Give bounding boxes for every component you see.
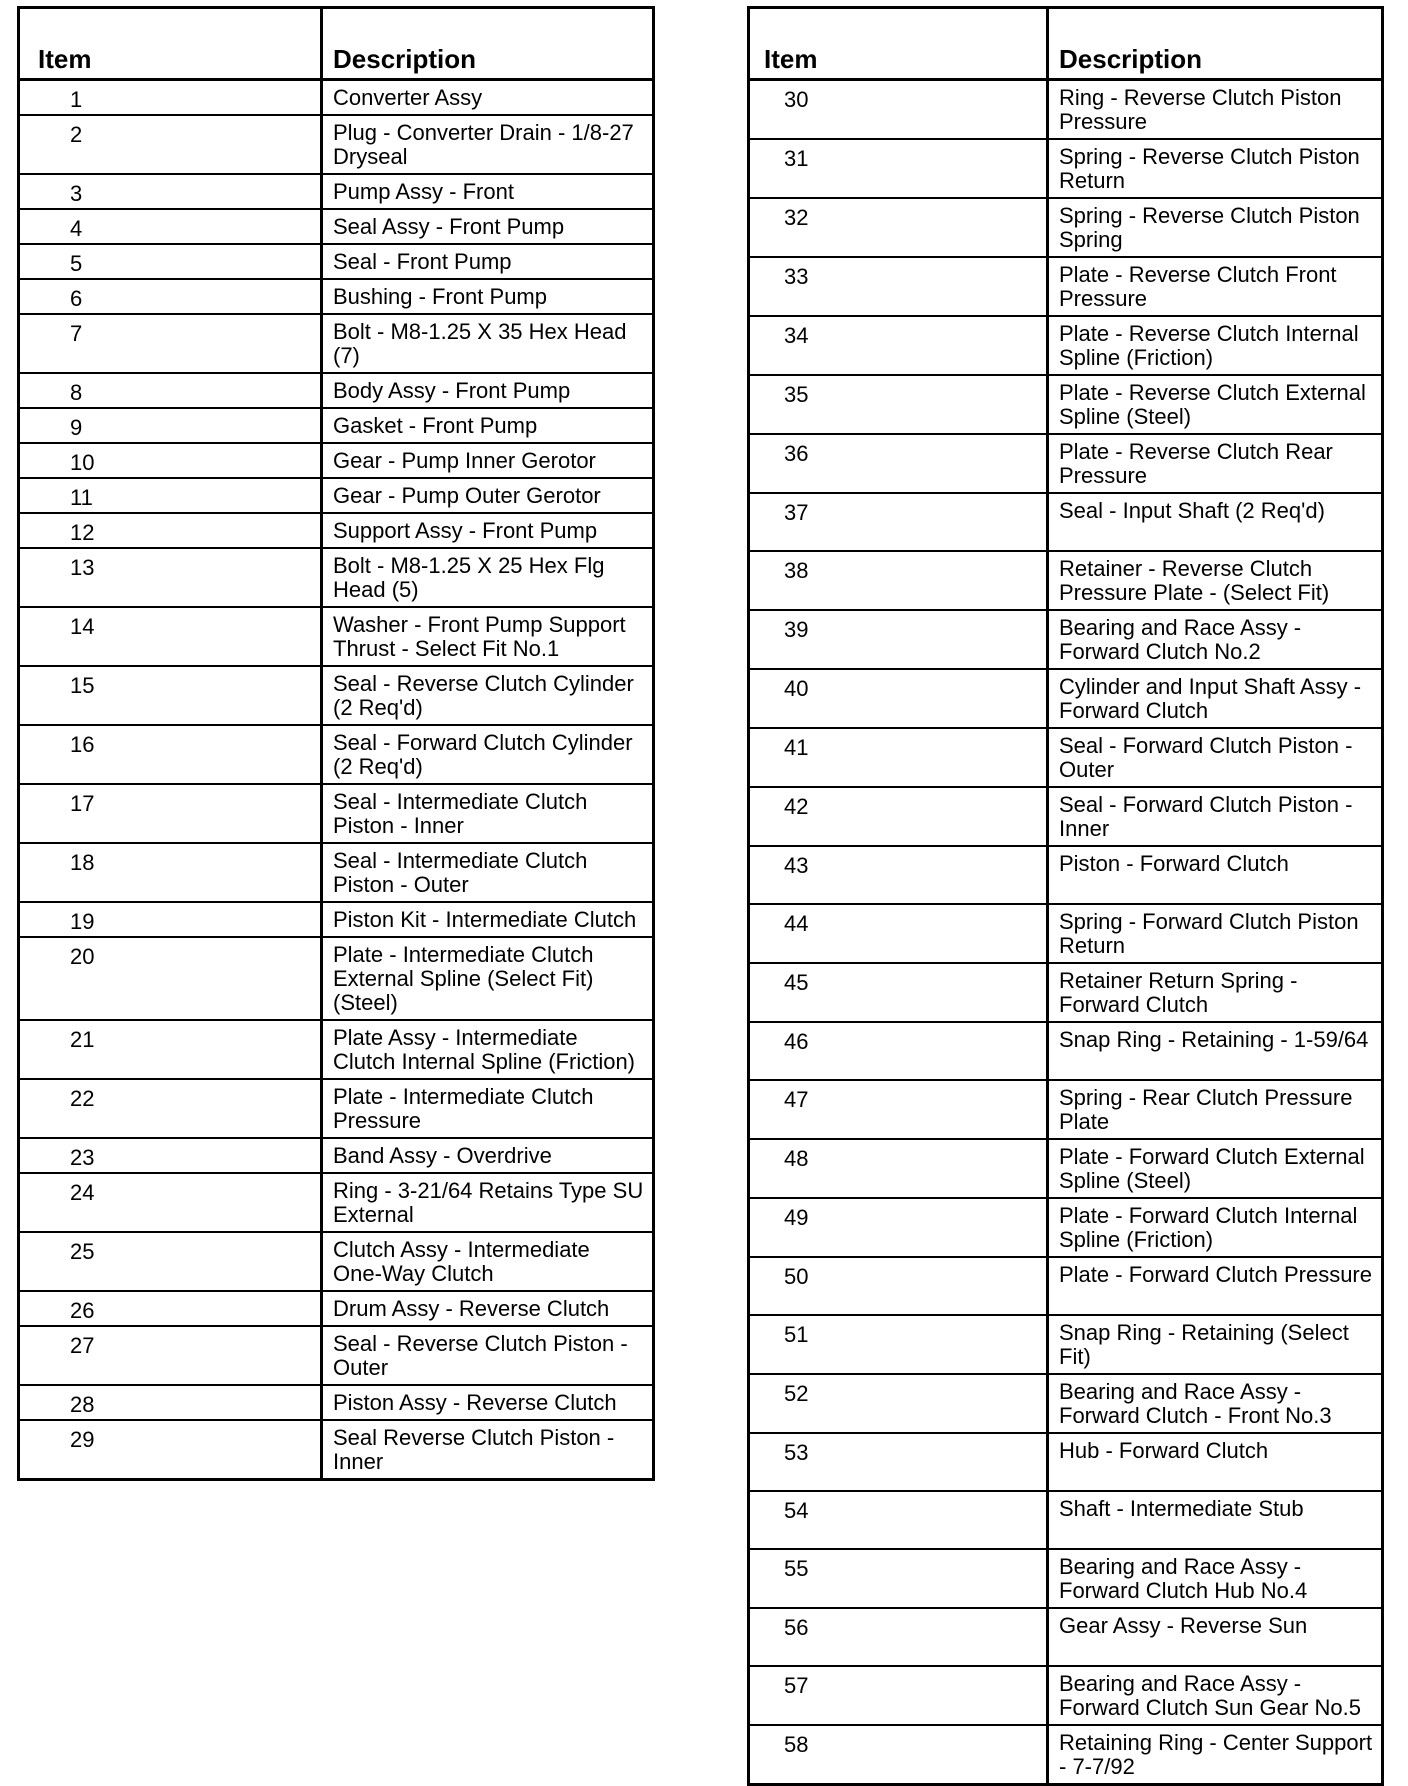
item-number: 22 [20, 1079, 322, 1138]
item-number: 54 [750, 1491, 1048, 1549]
item-description: Seal - Front Pump [322, 244, 653, 279]
item-number: 21 [20, 1020, 322, 1079]
parts-table [20, 9, 652, 1478]
table-row [20, 279, 652, 314]
item-number: 18 [20, 843, 322, 902]
table-row [20, 209, 652, 244]
item-number: 16 [20, 725, 322, 784]
item-description: Body Assy - Front Pump [322, 373, 653, 408]
table-row [20, 1232, 652, 1291]
table-row [750, 493, 1381, 551]
table-row [20, 513, 652, 548]
item-description: Piston Kit - Intermediate Clutch [322, 902, 653, 937]
item-number: 20 [20, 937, 322, 1020]
table-row [20, 1079, 652, 1138]
item-number: 14 [20, 607, 322, 666]
item-number: 43 [750, 846, 1048, 904]
table-row [20, 937, 652, 1020]
item-number: 37 [750, 493, 1048, 551]
table-row [750, 1374, 1381, 1433]
item-number: 26 [20, 1291, 322, 1326]
item-number: 15 [20, 666, 322, 725]
item-description: Ring - Reverse Clutch Piston Pressure [1048, 80, 1382, 140]
table-row [750, 669, 1381, 728]
header-row [20, 9, 652, 80]
table-row [20, 244, 652, 279]
item-description: Bearing and Race Assy - Forward Clutch Sun Gear No.5 [1048, 1666, 1382, 1725]
table-row [750, 1080, 1381, 1139]
item-number: 47 [750, 1080, 1048, 1139]
item-number: 44 [750, 904, 1048, 963]
table-row [750, 1433, 1381, 1491]
item-description: Clutch Assy - Intermediate One-Way Clutch [322, 1232, 653, 1291]
item-description: Spring - Forward Clutch Piston Return [1048, 904, 1382, 963]
description-header: Description [1048, 9, 1382, 80]
table-row [750, 1139, 1381, 1198]
item-description: Pump Assy - Front [322, 174, 653, 209]
item-description: Band Assy - Overdrive [322, 1138, 653, 1173]
item-number: 48 [750, 1139, 1048, 1198]
item-description: Bolt - M8-1.25 X 35 Hex Head (7) [322, 314, 653, 373]
item-description: Retainer - Reverse Clutch Pressure Plate - (Select Fit) [1048, 551, 1382, 610]
item-description: Bearing and Race Assy - Forward Clutch - Front No.3 [1048, 1374, 1382, 1433]
item-description: Shaft - Intermediate Stub [1048, 1491, 1382, 1549]
table-row [750, 1725, 1381, 1783]
table-row [750, 434, 1381, 493]
table-row [750, 904, 1381, 963]
item-number: 35 [750, 375, 1048, 434]
item-description: Seal Assy - Front Pump [322, 209, 653, 244]
table-row [20, 1420, 652, 1478]
item-description: Bearing and Race Assy - Forward Clutch Hub No.4 [1048, 1549, 1382, 1608]
item-description: Snap Ring - Retaining (Select Fit) [1048, 1315, 1382, 1374]
item-number: 49 [750, 1198, 1048, 1257]
item-description: Plate - Forward Clutch Pressure [1048, 1257, 1382, 1315]
item-description: Seal - Intermediate Clutch Piston - Outer [322, 843, 653, 902]
item-number: 23 [20, 1138, 322, 1173]
table-row [20, 1138, 652, 1173]
item-description: Gasket - Front Pump [322, 408, 653, 443]
item-number: 5 [20, 244, 322, 279]
item-number: 11 [20, 478, 322, 513]
table-row [20, 902, 652, 937]
table-row [750, 787, 1381, 846]
item-number: 58 [750, 1725, 1048, 1783]
table-row [20, 784, 652, 843]
table-row [20, 314, 652, 373]
table-row [750, 1666, 1381, 1725]
item-description: Gear - Pump Inner Gerotor [322, 443, 653, 478]
item-description: Bushing - Front Pump [322, 279, 653, 314]
item-number: 34 [750, 316, 1048, 375]
item-number: 41 [750, 728, 1048, 787]
item-description: Snap Ring - Retaining - 1-59/64 [1048, 1022, 1382, 1080]
item-number: 28 [20, 1385, 322, 1420]
item-number: 13 [20, 548, 322, 607]
item-number: 57 [750, 1666, 1048, 1725]
table-row [20, 174, 652, 209]
item-description: Spring - Reverse Clutch Piston Return [1048, 139, 1382, 198]
item-number: 9 [20, 408, 322, 443]
item-number: 50 [750, 1257, 1048, 1315]
table-row [750, 846, 1381, 904]
item-number: 17 [20, 784, 322, 843]
table-row [20, 80, 652, 116]
table-row [20, 408, 652, 443]
item-number: 40 [750, 669, 1048, 728]
table-row [20, 478, 652, 513]
item-number: 46 [750, 1022, 1048, 1080]
table-row [20, 548, 652, 607]
item-description: Retaining Ring - Center Support - 7-7/92 [1059, 1730, 1373, 1779]
table-row [750, 551, 1381, 610]
table-row [20, 1291, 652, 1326]
item-number: 29 [20, 1420, 322, 1478]
item-number: 36 [750, 434, 1048, 493]
item-description: Plate - Reverse Clutch Front Pressure [1048, 257, 1382, 316]
item-description: Spring - Reverse Clutch Piston Spring [1048, 198, 1382, 257]
item-description: Piston - Forward Clutch [1048, 846, 1382, 904]
item-header: Item [20, 9, 322, 80]
table-row [20, 1173, 652, 1232]
table-row [20, 843, 652, 902]
item-number: 56 [750, 1608, 1048, 1666]
item-number: 6 [20, 279, 322, 314]
item-number: 1 [20, 80, 322, 116]
item-number: 32 [750, 198, 1048, 257]
table-row [750, 1549, 1381, 1608]
table-row [750, 1608, 1381, 1666]
item-number: 33 [750, 257, 1048, 316]
item-description: Seal - Intermediate Clutch Piston - Inner [322, 784, 653, 843]
item-description: Plate - Forward Clutch External Spline (Steel) [1048, 1139, 1382, 1198]
table-row [20, 373, 652, 408]
table-row [20, 607, 652, 666]
table-row [750, 1198, 1381, 1257]
item-number: 55 [750, 1549, 1048, 1608]
description-header: Description [322, 9, 653, 80]
item-description: Cylinder and Input Shaft Assy - Forward Clutch [1048, 669, 1382, 728]
item-number: 30 [750, 80, 1048, 140]
item-description: Plate Assy - Intermediate Clutch Internal Spline (Friction) [322, 1020, 653, 1079]
item-description: Plate - Forward Clutch Internal Spline (Friction) [1048, 1198, 1382, 1257]
table-row [750, 257, 1381, 316]
item-description: Seal - Forward Clutch Cylinder (2 Req'd) [322, 725, 653, 784]
item-description: Drum Assy - Reverse Clutch [322, 1291, 653, 1326]
item-description: Seal - Forward Clutch Piston - Inner [1048, 787, 1382, 846]
table-row [750, 728, 1381, 787]
table-row [750, 610, 1381, 669]
table-row [20, 1326, 652, 1385]
item-description: Hub - Forward Clutch [1048, 1433, 1382, 1491]
table-row [750, 80, 1381, 140]
parts-table-right [747, 6, 1384, 1786]
item-number: 51 [750, 1315, 1048, 1374]
item-description: Bolt - M8-1.25 X 25 Hex Flg Head (5) [322, 548, 653, 607]
item-number: 2 [20, 115, 322, 174]
item-description: Ring - 3-21/64 Retains Type SU External [322, 1173, 653, 1232]
item-number: 19 [20, 902, 322, 937]
item-description: Seal - Reverse Clutch Cylinder (2 Req'd) [322, 666, 653, 725]
table-row [750, 1315, 1381, 1374]
item-description: Gear - Pump Outer Gerotor [322, 478, 653, 513]
item-number: 24 [20, 1173, 322, 1232]
item-number: 4 [20, 209, 322, 244]
item-description: Plate - Reverse Clutch Rear Pressure [1048, 434, 1382, 493]
table-row [750, 198, 1381, 257]
table-row [20, 1385, 652, 1420]
table-row [750, 1257, 1381, 1315]
item-description: Gear Assy - Reverse Sun [1048, 1608, 1382, 1666]
item-description: Support Assy - Front Pump [322, 513, 653, 548]
item-number: 12 [20, 513, 322, 548]
table-row [20, 725, 652, 784]
table-row [20, 115, 652, 174]
item-number: 10 [20, 443, 322, 478]
item-number: 31 [750, 139, 1048, 198]
item-description: Retainer Return Spring - Forward Clutch [1048, 963, 1382, 1022]
parts-table [750, 9, 1381, 1783]
item-description: Plug - Converter Drain - 1/8-27 Dryseal [322, 115, 653, 174]
item-description: Piston Assy - Reverse Clutch [322, 1385, 653, 1420]
item-description: Plate - Intermediate Clutch External Spline (Select Fit) (Steel) [322, 937, 653, 1020]
item-number: 27 [20, 1326, 322, 1385]
item-number: 42 [750, 787, 1048, 846]
item-number: 25 [20, 1232, 322, 1291]
item-description: Washer - Front Pump Support Thrust - Select Fit No.1 [322, 607, 653, 666]
item-description: Spring - Rear Clutch Pressure Plate [1048, 1080, 1382, 1139]
item-number: 3 [20, 174, 322, 209]
item-description: Converter Assy [322, 80, 653, 116]
item-description: Seal Reverse Clutch Piston - Inner [333, 1425, 615, 1474]
table-row [750, 1491, 1381, 1549]
item-number: 7 [20, 314, 322, 373]
item-description: Plate - Reverse Clutch Internal Spline (Friction) [1048, 316, 1382, 375]
parts-table-left [17, 6, 655, 1481]
item-number: 39 [750, 610, 1048, 669]
table-row [20, 666, 652, 725]
item-description: Plate - Intermediate Clutch Pressure [322, 1079, 653, 1138]
item-description: Seal - Input Shaft (2 Req'd) [1048, 493, 1382, 551]
table-row [750, 963, 1381, 1022]
header-row [750, 9, 1381, 80]
table-row [750, 316, 1381, 375]
item-number: 52 [750, 1374, 1048, 1433]
table-row [750, 375, 1381, 434]
table-row [750, 139, 1381, 198]
item-description: Plate - Reverse Clutch External Spline (Steel) [1048, 375, 1382, 434]
item-number: 53 [750, 1433, 1048, 1491]
item-description: Seal - Reverse Clutch Piston - Outer [322, 1326, 653, 1385]
item-description: Seal - Forward Clutch Piston - Outer [1048, 728, 1382, 787]
table-row [750, 1022, 1381, 1080]
table-row [20, 443, 652, 478]
item-header: Item [750, 9, 1048, 80]
item-number: 8 [20, 373, 322, 408]
item-number: 38 [750, 551, 1048, 610]
table-row [20, 1020, 652, 1079]
item-number: 45 [750, 963, 1048, 1022]
item-description: Bearing and Race Assy - Forward Clutch No.2 [1048, 610, 1382, 669]
